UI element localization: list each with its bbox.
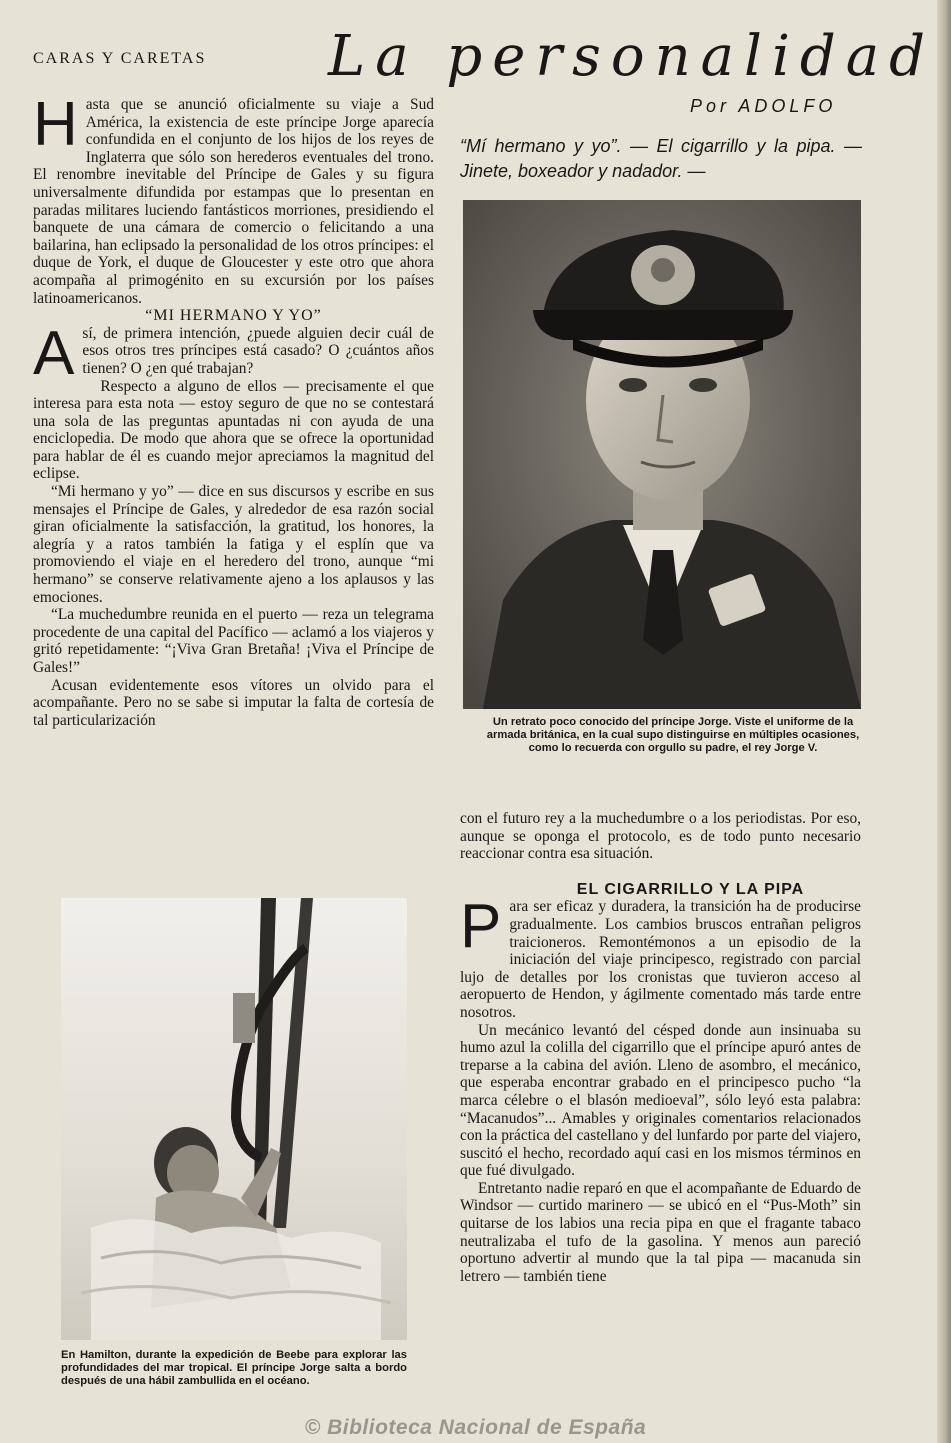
- swim-caption: En Hamilton, durante la expedición de Beebe para explorar las profundidades del mar tropical. El príncipe Jorge salta a bordo después de una hábil zambullida en el océano.: [61, 1349, 407, 1387]
- section1-paragraph-2: Respecto a alguno de ellos — precisamente el que interesa para esta nota — estoy seguro de que no se contestará una sola de las preguntas apuntadas ni con ayuda de una enciclopedia. De modo que ahora que se ofrece la oportunidad para hablar de él es cuando mejor apreciamos la magnitud del eclipse.: [33, 377, 434, 483]
- portrait-image: [463, 200, 861, 709]
- article-subtitle: “Mí hermano y yo”. — El cigarrillo y la pipa. — Jinete, boxeador y nadador. —: [460, 136, 862, 181]
- section2-paragraph-2: Un mecánico levantó del césped donde aun insinuaba su humo azul la colilla del cigarrillo que el príncipe apuró antes de treparse a la cabina del avión. Lleno de asombro, el mecánico, que esperaba encontrar grabado en el principesco pucho “la marca célebre o el blasón medioeval”, sólo leyó esta palabra: “Macanudos”... Amables y originales comentarios relacionados con la práctica del castellano y del lunfardo por parte del viajero, suscitó el hecho, recordado aquí casi en los mismos términos en que fué divulgado.: [460, 1021, 861, 1180]
- article-title: La personalidad: [328, 24, 935, 89]
- section-heading-mi-hermano: “MI HERMANO Y YO”: [145, 307, 322, 325]
- section1-paragraph-1: Así, de primera intención, ¿puede alguien decir cuál de esos otros tres príncipes está casado? O ¿cuántos años tienen? O ¿en qué trabajan?: [33, 318, 434, 388]
- page-edge: [937, 0, 951, 1443]
- section-heading-cigarrillo: EL CIGARRILLO Y LA PIPA: [576, 880, 805, 898]
- left-column: [33, 90, 434, 729]
- continuation-paragraph: con el futuro rey a la muchedumbre o a los periodistas. Por eso, aunque se oponga el protocolo, es de todo punto necesario reaccionar contra esa situación.: [460, 810, 861, 863]
- masthead: CARAS Y CARETAS: [33, 50, 207, 67]
- portrait-photo: [463, 200, 861, 709]
- intro-text: asta que se anunció oficialmente su viaje a Sud América, la existencia de este príncipe Jorge aparecía confundida en el conjunto de los hijos de los reyes de Inglaterra que sólo son herederos eventuales del trono. El renombre inevitable del Príncipe de Gales y su figura universalmente difundida por estampas que lo presentan en paradas militares luciendo fantásticos morriones, presidiendo el banquete de una cámara de comercio o felicitando a una bailarina, han eclipsado la personalidad de los otros príncipes: el duque de York, el duque de Gloucester y este otro que ahora acompaña al primogénito en su excursión por los países latinoamericanos.: [33, 96, 434, 307]
- section2-paragraph-3: Entretanto nadie reparó en que el acompañante de Eduardo de Windsor — curtido marinero — se ubicó en el “Pus-Moth” sin quitarse de los labios una recia pipa en que el fragante tabaco neutralizaba el tufo de la gasolina. Y menos aun pareció oportuno advertir al mundo que la tal pipa — macanuda sin letrero — también tiene: [460, 1179, 861, 1285]
- section1-paragraph-5: Acusan evidentemente esos vítores un olvido para el acompañante. Pero no se sabe si imputar la falta de cortesía de tal particularización: [33, 676, 434, 729]
- portrait-caption: Un retrato poco conocido del príncipe Jorge. Viste el uniforme de la armada británica, en la cual supo distinguirse en múltiples ocasiones, como lo recuerda con orgullo su padre, el rey Jorge V.: [486, 716, 860, 754]
- library-watermark: © Biblioteca Nacional de España: [304, 1416, 647, 1439]
- swim-image: [61, 898, 407, 1340]
- right-column: [460, 810, 861, 1285]
- dropcap-h: H: [33, 90, 78, 159]
- section1-paragraph-3: “Mi hermano y yo” — dice en sus discursos y escribe en sus mensajes el Príncipe de Gales, y alrededor de esa razón social giran oficialmente la satisfacción, la gratitud, los honores, la alegría y a ratos también la fatiga y el esplín que va promoviendo el viaje en el heredero del trono, aunque “mi hermano” se conserve relativamente ajeno a los aplausos y las emociones.: [33, 483, 434, 606]
- byline: Por ADOLFO: [690, 96, 837, 116]
- dropcap-p: P: [460, 892, 502, 962]
- dropcap-a: A: [33, 318, 75, 388]
- intro-paragraph: [33, 90, 434, 307]
- swim-photo: [61, 898, 407, 1340]
- section2-paragraph-1: Para ser eficaz y duradera, la transición ha de producirse gradualmente. Los cambios bruscos entrañan peligros traicioneros. Remontémonos a un episodio de la iniciación del viaje principesco, registrado con parcial lujo de detalles por los cronistas que tuvieron acceso al aeropuerto de Hendon, y ágilmente comentado más tarde entre nosotros.: [460, 892, 861, 1021]
- section1-paragraph-4: “La muchedumbre reunida en el puerto — reza un telegrama procedente de una capital del Pacífico — aclamó a los viajeros y gritó repetidamente: “¡Viva Gran Bretaña! ¡Viva el Príncipe de Gales!”: [33, 606, 434, 676]
